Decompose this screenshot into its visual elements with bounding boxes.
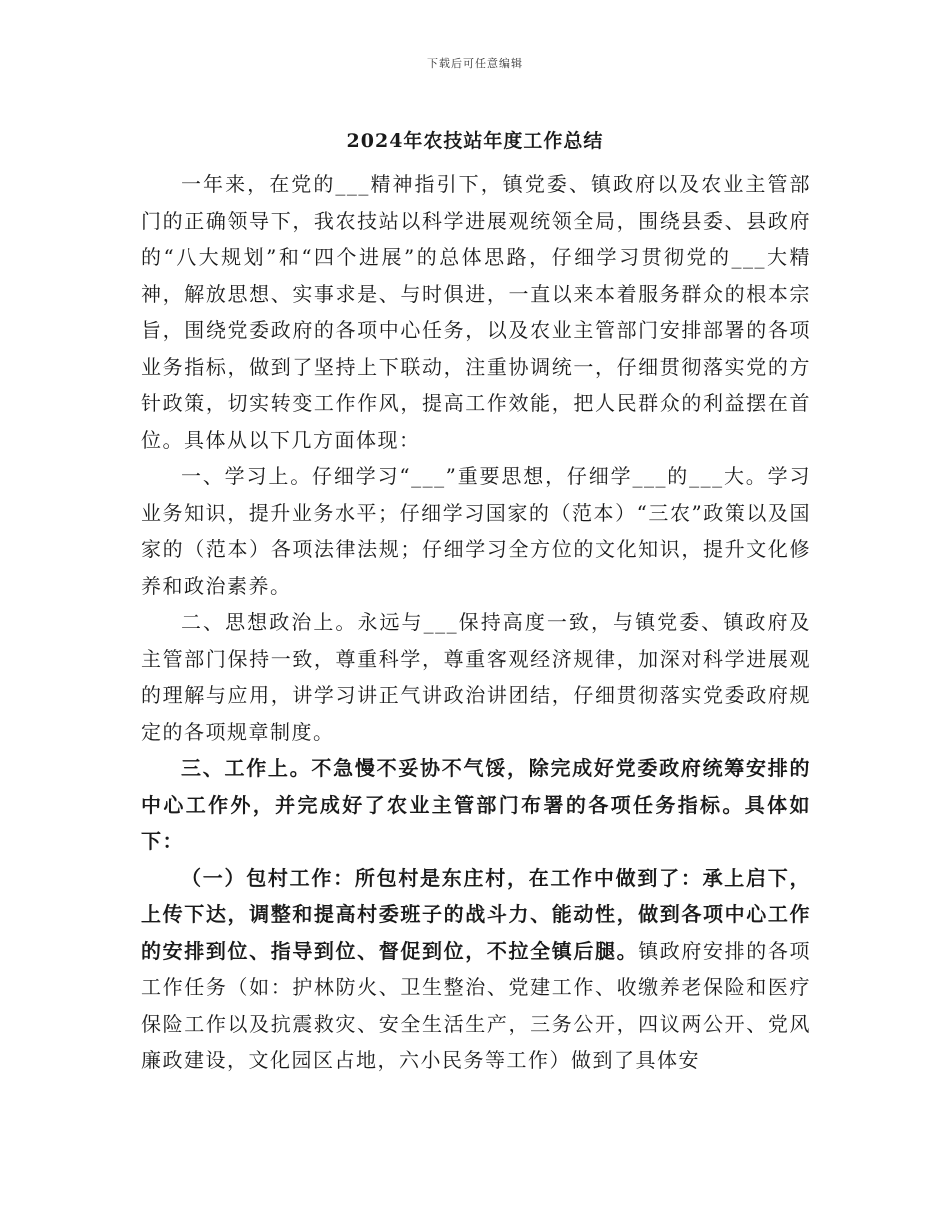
paragraph-politics: 二、思想政治上。永远与___保持高度一致，与镇党委、镇政府及主管部门保持一致，尊重科学，尊重客观经济规律，加深对科学进展观的理解与应用，讲学习讲正气讲政治讲团结，仔细贯彻落实党委政府规定的各项规章制度。: [141, 610, 811, 744]
header-note: 下载后可任意编辑: [427, 57, 523, 70]
paragraph-intro: 一年来，在党的___精神指引下，镇党委、镇政府以及农业主管部门的正确领导下，我农技站以科学进展观统领全局，围绕县委、县政府的“八大规划”和“四个进展”的总体思路，仔细学习贯彻党的___大精神，解放思想、实事求是、与时俱进，一直以来本着服务群众的根本宗旨，围绕党委政府的各项中心任务，以及农业主管部门安排部署的各项业务指标，做到了坚持上下联动，注重协调统一，仔细贯彻落实党的方针政策，切实转变工作作风，提高工作效能，把人民群众的利益摆在首位。具体从以下几方面体现：: [141, 172, 811, 452]
village-work-normal-text: 镇政府安排的各项工作任务（如：护林防火、卫生整治、党建工作、收缴养老保险和医疗保险工作以及抗震救灾、安全生活生产，三务公开，四议两公开、党风廉政建设，文化园区占地，六小民务等工作）做到了具体安: [141, 938, 812, 1072]
document-title: 2024年农技站年度工作总结: [346, 130, 604, 152]
document-body: [141, 166, 811, 1079]
paragraph-village-work: [141, 860, 811, 1079]
paragraph-work: 三、工作上。不急慢不妥协不气馁，除完成好党委政府统筹安排的中心工作外，并完成好了农业主管部门布署的各项任务指标。具体如下：: [141, 756, 811, 853]
village-work-bold-text: （一）包村工作：所包村是东庄村，在工作中做到了：承上启下，上传下达，调整和提高村委班子的战斗力、能动性，做到各项中心工作的安排到位、指导到位、督促到位，不拉全镇后腿。: [141, 865, 811, 963]
paragraph-study: 一、学习上。仔细学习“___”重要思想，仔细学___的___大。学习业务知识，提升业务水平；仔细学习国家的（范本）“三农”政策以及国家的（范本）各项法律法规；仔细学习全方位的文化知识，提升文化修养和政治素养。: [141, 464, 811, 598]
